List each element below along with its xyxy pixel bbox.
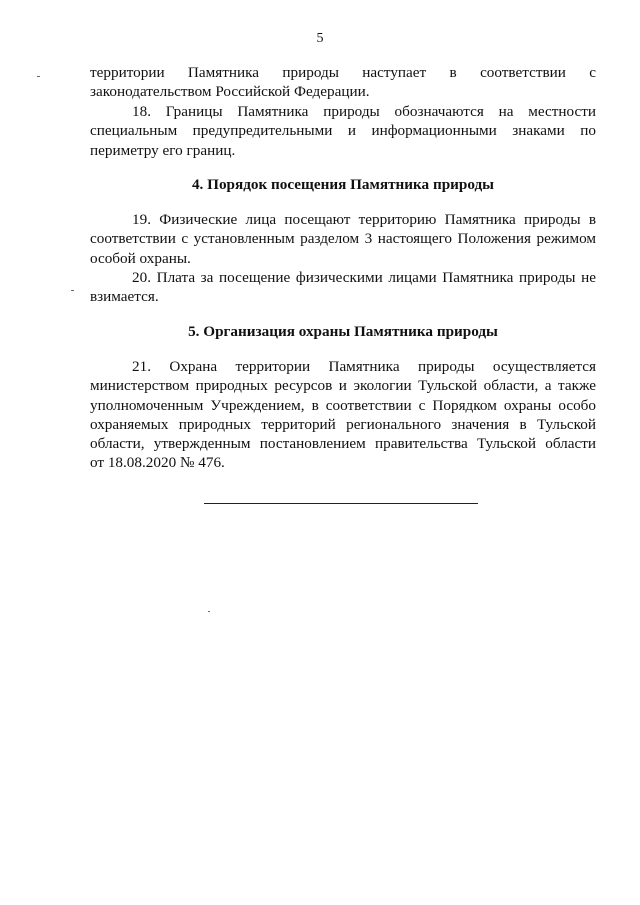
page-number: 5 xyxy=(316,31,324,46)
text-line: 18. Границы Памятника природы обозначаются на местности xyxy=(132,103,596,120)
text-line: охраняемых природных территорий регионального значения в Тульской xyxy=(90,415,596,433)
text-line: 19. Физические лица посещают территорию Памятника природы в xyxy=(132,211,596,228)
scan-speck xyxy=(208,611,210,612)
paragraph-21 xyxy=(90,357,596,473)
text-line: от 18.08.2020 № 476. xyxy=(90,454,225,472)
text-line: уполномоченным Учреждением, в соответствии с Порядком охраны особо xyxy=(90,396,596,414)
text-line: соответствии с установленным разделом 3 настоящего Положения режимом xyxy=(90,230,596,248)
text-line: взимается. xyxy=(90,288,159,306)
section-heading-4: 4. Порядок посещения Памятника природы xyxy=(191,176,495,193)
text-line: территории Памятника природы наступает в соответствии с xyxy=(90,64,596,81)
section-heading-5: 5. Организация охраны Памятника природы xyxy=(188,323,498,340)
text-line: министерством природных ресурсов и экологии Тульской области, а также xyxy=(90,377,596,395)
scan-speck xyxy=(37,76,40,77)
scan-speck xyxy=(71,290,74,291)
text-line: 21. Охрана территории Памятника природы осуществляется xyxy=(132,358,596,375)
text-line: периметру его границ. xyxy=(90,141,236,159)
paragraph-19 xyxy=(90,210,596,268)
end-of-document-rule xyxy=(204,503,478,504)
paragraph-continuation xyxy=(90,63,596,102)
text-line: области, утвержденным постановлением правительства Тульской области xyxy=(90,435,596,453)
text-line: законодательством Российской Федерации. xyxy=(90,83,370,101)
paragraph-20 xyxy=(90,268,596,307)
text-line: 20. Плата за посещение физическими лицами Памятника природы не xyxy=(132,269,596,286)
paragraph-18 xyxy=(90,102,596,160)
text-line: специальным предупредительными и информационными знаками по xyxy=(90,122,596,140)
text-line: особой охраны. xyxy=(90,249,191,267)
